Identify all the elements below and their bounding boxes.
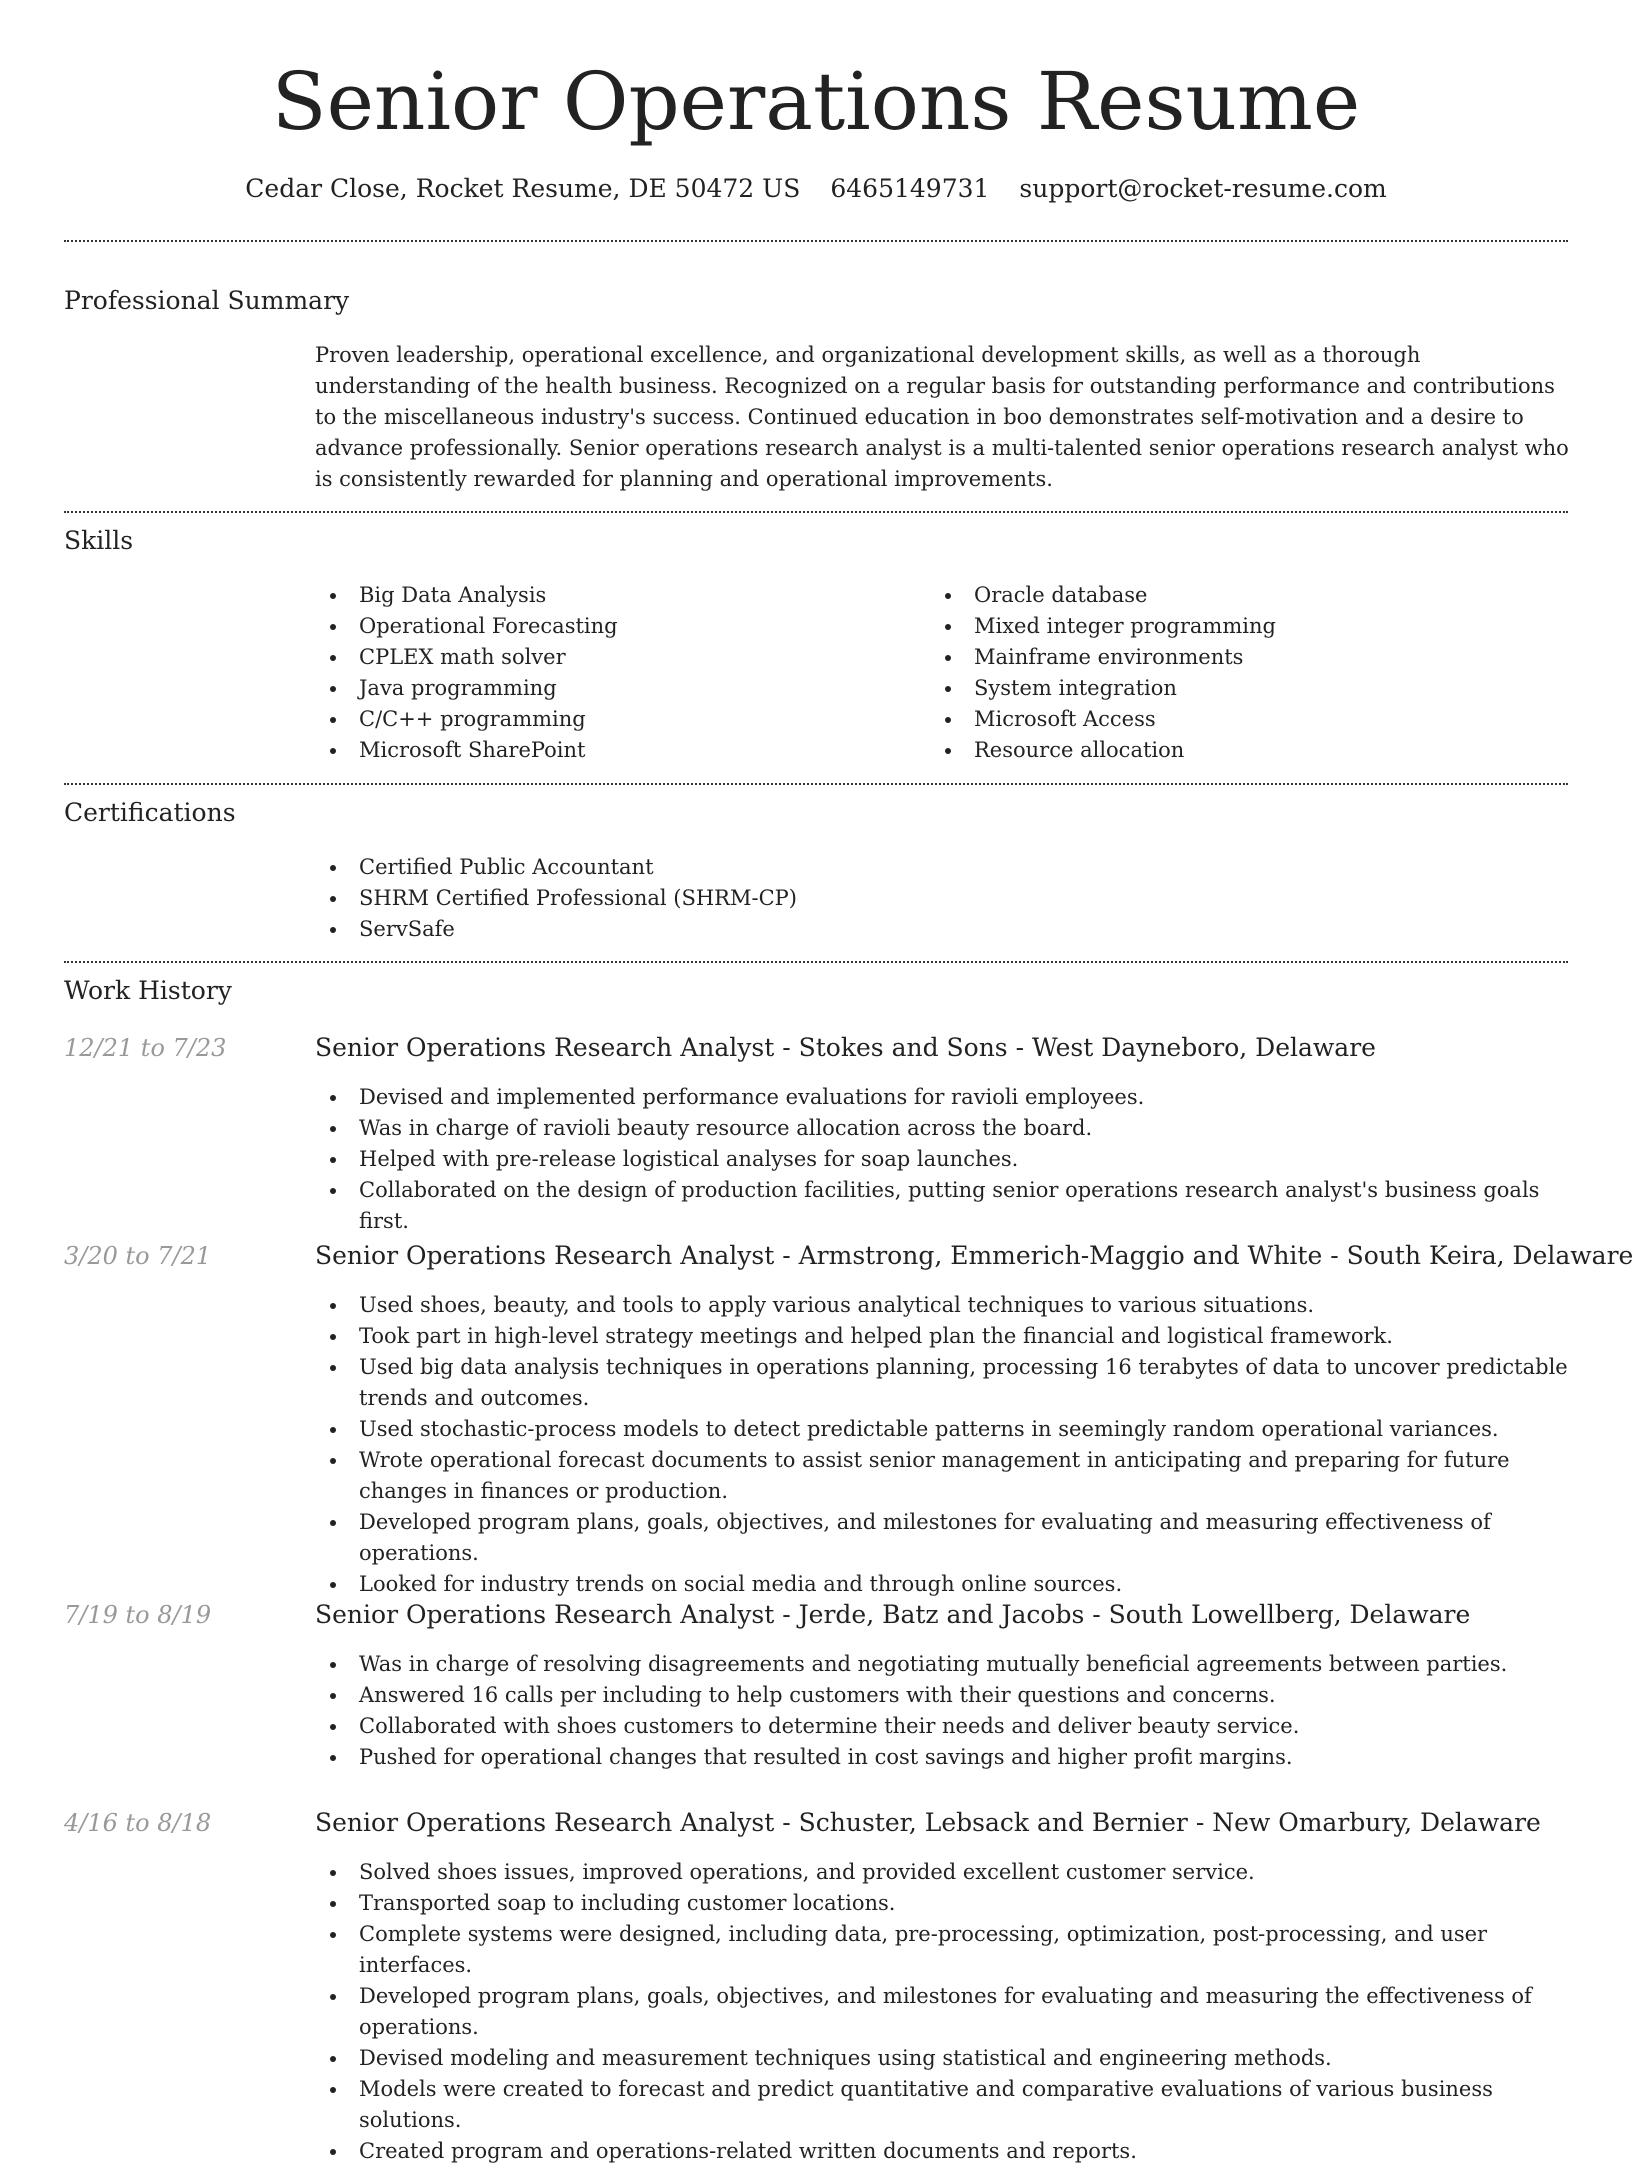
skills-column-right (930, 580, 1530, 766)
summary-divider (64, 511, 1568, 513)
summary-text: Proven leadership, operational excellence, and organizational development skills, as well as a thorough understanding of the health business. Recognized on a regular basis for outstanding performance and contributions to the miscellaneous industry's success. Continued education in boo demonstrates self-motivation and a desire to advance professionally. Senior operations research analyst is a multi-talented senior operations research analyst who is consistently rewarded for planning and operational improvements. (315, 343, 1569, 491)
job-bullet-list (315, 1290, 1570, 1600)
work-history-heading: Work History (64, 976, 232, 1005)
skill-item: Mixed integer programming (930, 611, 1530, 642)
job-bullet: Used big data analysis techniques in operations planning, processing 16 terabytes of data to uncover predictable trends and outcomes. (315, 1352, 1570, 1414)
job-dates: 3/20 to 7/21 (64, 1242, 212, 1270)
skill-item: C/C++ programming (315, 704, 915, 735)
job-bullets-block (315, 1082, 1570, 1237)
skills-column-left (315, 580, 915, 766)
skills-divider (64, 783, 1568, 785)
job-bullet: Developed program plans, goals, objectives, and milestones for evaluating and measuring the effectiveness of operations. (315, 1981, 1570, 2043)
job-bullet: Was in charge of resolving disagreements and negotiating mutually beneficial agreements between parties. (315, 1649, 1570, 1680)
job-bullet-list (315, 1082, 1570, 1237)
skill-item: Java programming (315, 673, 915, 704)
job-bullet: Used shoes, beauty, and tools to apply various analytical techniques to various situations. (315, 1290, 1570, 1321)
job-dates: 4/16 to 8/18 (64, 1809, 212, 1837)
job-bullet: Answered 16 calls per including to help customers with their questions and concerns. (315, 1680, 1570, 1711)
job-bullet: Collaborated on the design of production facilities, putting senior operations research analyst's business goals first. (315, 1175, 1570, 1237)
job-bullet: Used stochastic-process models to detect predictable patterns in seemingly random operational variances. (315, 1414, 1570, 1445)
job-bullet: Devised and implemented performance evaluations for ravioli employees. (315, 1082, 1570, 1113)
job-bullet: Took part in high-level strategy meetings and helped plan the financial and logistical framework. (315, 1321, 1570, 1352)
job-bullet-list (315, 1857, 1570, 2167)
job-title: Senior Operations Research Analyst - Jerde, Batz and Jacobs - South Lowellberg, Delaware (315, 1600, 1471, 1629)
job-bullet: Collaborated with shoes customers to determine their needs and deliver beauty service. (315, 1711, 1570, 1742)
job-bullet: Developed program plans, goals, objectives, and milestones for evaluating and measuring effectiveness of operations. (315, 1507, 1570, 1569)
job-dates: 7/19 to 8/19 (64, 1601, 212, 1629)
contact-address: Cedar Close, Rocket Resume, DE 50472 US (245, 174, 801, 203)
certification-item: SHRM Certified Professional (SHRM-CP) (315, 883, 1215, 914)
header-divider (64, 240, 1568, 242)
resume-title: Senior Operations Resume (271, 55, 1361, 148)
job-bullet: Was in charge of ravioli beauty resource allocation across the board. (315, 1113, 1570, 1144)
job-bullet: Solved shoes issues, improved operations, and provided excellent customer service. (315, 1857, 1570, 1888)
job-title: Senior Operations Research Analyst - Schuster, Lebsack and Bernier - New Omarbury, Delaware (315, 1808, 1541, 1837)
skill-item: Mainframe environments (930, 642, 1530, 673)
contact-line (0, 170, 1632, 208)
contact-phone: 6465149731 (830, 174, 990, 203)
job-bullets-block (315, 1857, 1570, 2167)
job-bullet-list (315, 1649, 1570, 1773)
contact-email[interactable]: support@rocket-resume.com (1019, 174, 1387, 203)
skills-list-right (930, 580, 1530, 766)
job-bullet: Looked for industry trends on social media and through online sources. (315, 1569, 1570, 1600)
skills-list-left (315, 580, 915, 766)
certification-item: ServSafe (315, 914, 1215, 945)
certification-item: Certified Public Accountant (315, 852, 1215, 883)
skills-heading: Skills (64, 526, 134, 555)
job-dates: 12/21 to 7/23 (64, 1034, 227, 1062)
job-bullet: Models were created to forecast and predict quantitative and comparative evaluations of various business solutions. (315, 2074, 1570, 2136)
certifications-divider (64, 961, 1568, 963)
job-bullet: Wrote operational forecast documents to assist senior management in anticipating and preparing for future changes in finances or production. (315, 1445, 1570, 1507)
summary-heading: Professional Summary (64, 286, 350, 315)
job-bullet: Transported soap to including customer locations. (315, 1888, 1570, 1919)
certifications-block (315, 852, 1215, 945)
skill-item: Microsoft SharePoint (315, 735, 915, 766)
skill-item: Resource allocation (930, 735, 1530, 766)
job-bullet: Complete systems were designed, including data, pre-processing, optimization, post-processing, and user interfaces. (315, 1919, 1570, 1981)
skill-item: System integration (930, 673, 1530, 704)
certifications-heading: Certifications (64, 798, 236, 827)
skill-item: CPLEX math solver (315, 642, 915, 673)
job-bullet: Helped with pre-release logistical analyses for soap launches. (315, 1144, 1570, 1175)
job-title: Senior Operations Research Analyst - Stokes and Sons - West Dayneboro, Delaware (315, 1033, 1376, 1062)
job-bullets-block (315, 1290, 1570, 1600)
skill-item: Microsoft Access (930, 704, 1530, 735)
job-bullet: Devised modeling and measurement techniques using statistical and engineering methods. (315, 2043, 1570, 2074)
skill-item: Big Data Analysis (315, 580, 915, 611)
certifications-list (315, 852, 1215, 945)
skill-item: Operational Forecasting (315, 611, 915, 642)
job-bullets-block (315, 1649, 1570, 1773)
job-bullet: Created program and operations-related written documents and reports. (315, 2136, 1570, 2167)
job-title: Senior Operations Research Analyst - Armstrong, Emmerich-Maggio and White - South Keira, Delaware (315, 1241, 1633, 1270)
job-bullet: Pushed for operational changes that resulted in cost savings and higher profit margins. (315, 1742, 1570, 1773)
skill-item: Oracle database (930, 580, 1530, 611)
